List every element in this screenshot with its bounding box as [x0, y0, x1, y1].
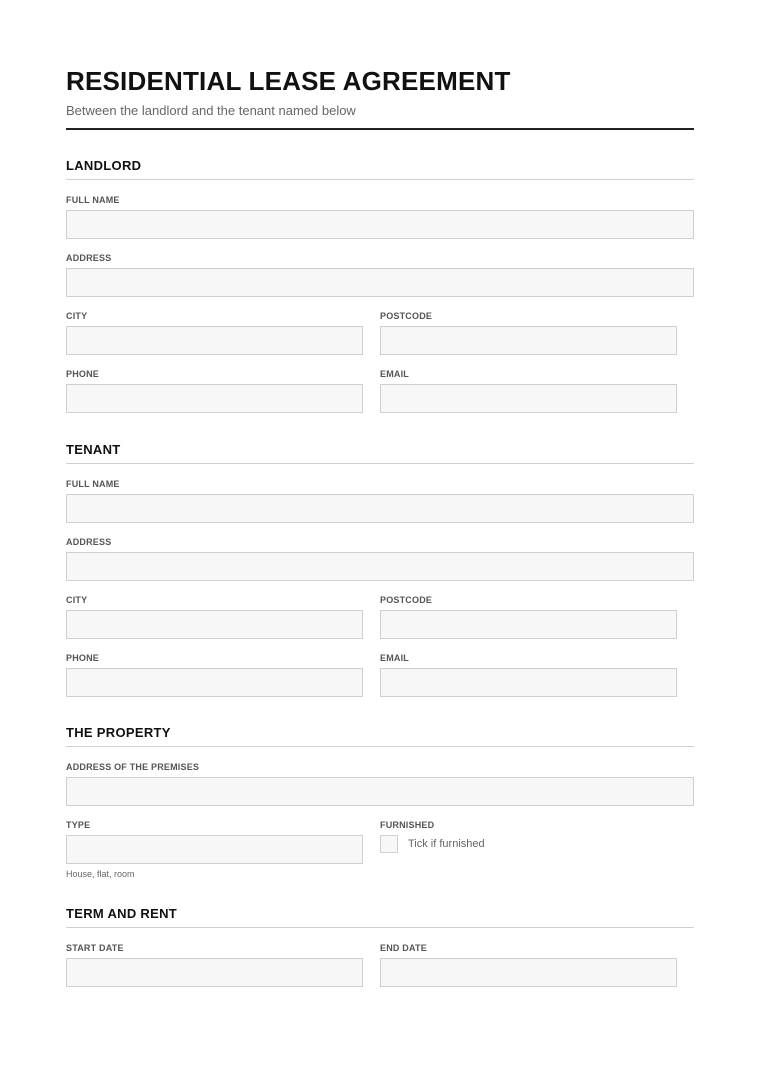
tenant-section	[66, 442, 694, 697]
landlord-address-label: ADDRESS	[66, 253, 112, 263]
premises-address-field[interactable]	[66, 777, 694, 806]
tenant-email-field[interactable]	[380, 668, 677, 697]
end-date-field[interactable]	[380, 958, 677, 987]
tenant-full-name-label: FULL NAME	[66, 479, 120, 489]
tenant-address-field[interactable]	[66, 552, 694, 581]
property-type-hint: House, flat, room	[66, 869, 135, 879]
tenant-heading: TENANT	[66, 442, 694, 464]
landlord-heading: LANDLORD	[66, 158, 694, 180]
landlord-email-label: EMAIL	[380, 369, 409, 379]
landlord-phone-label: PHONE	[66, 369, 100, 379]
start-date-label: START DATE	[66, 943, 124, 953]
furnished-checkbox[interactable]	[380, 835, 398, 853]
term-heading: TERM AND RENT	[66, 906, 694, 928]
landlord-city-field[interactable]	[66, 326, 363, 355]
end-date-label: END DATE	[380, 943, 427, 953]
landlord-city-label: CITY	[66, 311, 88, 321]
landlord-full-name-field[interactable]	[66, 210, 694, 239]
tenant-postcode-label: POSTCODE	[380, 595, 433, 605]
property-type-field[interactable]	[66, 835, 363, 864]
premises-address-label: ADDRESS OF THE PREMISES	[66, 762, 200, 772]
tenant-phone-field[interactable]	[66, 668, 363, 697]
property-section	[66, 725, 694, 880]
tenant-city-label: CITY	[66, 595, 88, 605]
tenant-address-label: ADDRESS	[66, 537, 112, 547]
document-subtitle: Between the landlord and the tenant named below	[66, 103, 356, 118]
landlord-full-name-label: FULL NAME	[66, 195, 120, 205]
term-section	[66, 906, 694, 987]
tenant-full-name-field[interactable]	[66, 494, 694, 523]
landlord-section	[66, 158, 694, 413]
property-heading: THE PROPERTY	[66, 725, 694, 747]
tenant-phone-label: PHONE	[66, 653, 100, 663]
landlord-postcode-field[interactable]	[380, 326, 677, 355]
tenant-city-field[interactable]	[66, 610, 363, 639]
property-type-label: TYPE	[66, 820, 91, 830]
lease-document	[66, 64, 694, 987]
tenant-postcode-field[interactable]	[380, 610, 677, 639]
furnished-label: FURNISHED	[380, 820, 435, 830]
landlord-email-field[interactable]	[380, 384, 677, 413]
tenant-email-label: EMAIL	[380, 653, 409, 663]
landlord-postcode-label: POSTCODE	[380, 311, 433, 321]
furnished-checkbox-row[interactable]	[380, 835, 485, 853]
landlord-address-field[interactable]	[66, 268, 694, 297]
landlord-phone-field[interactable]	[66, 384, 363, 413]
start-date-field[interactable]	[66, 958, 363, 987]
furnished-checkbox-text: Tick if furnished	[408, 838, 485, 850]
document-title: RESIDENTIAL LEASE AGREEMENT	[66, 66, 511, 96]
title-divider	[66, 128, 694, 130]
